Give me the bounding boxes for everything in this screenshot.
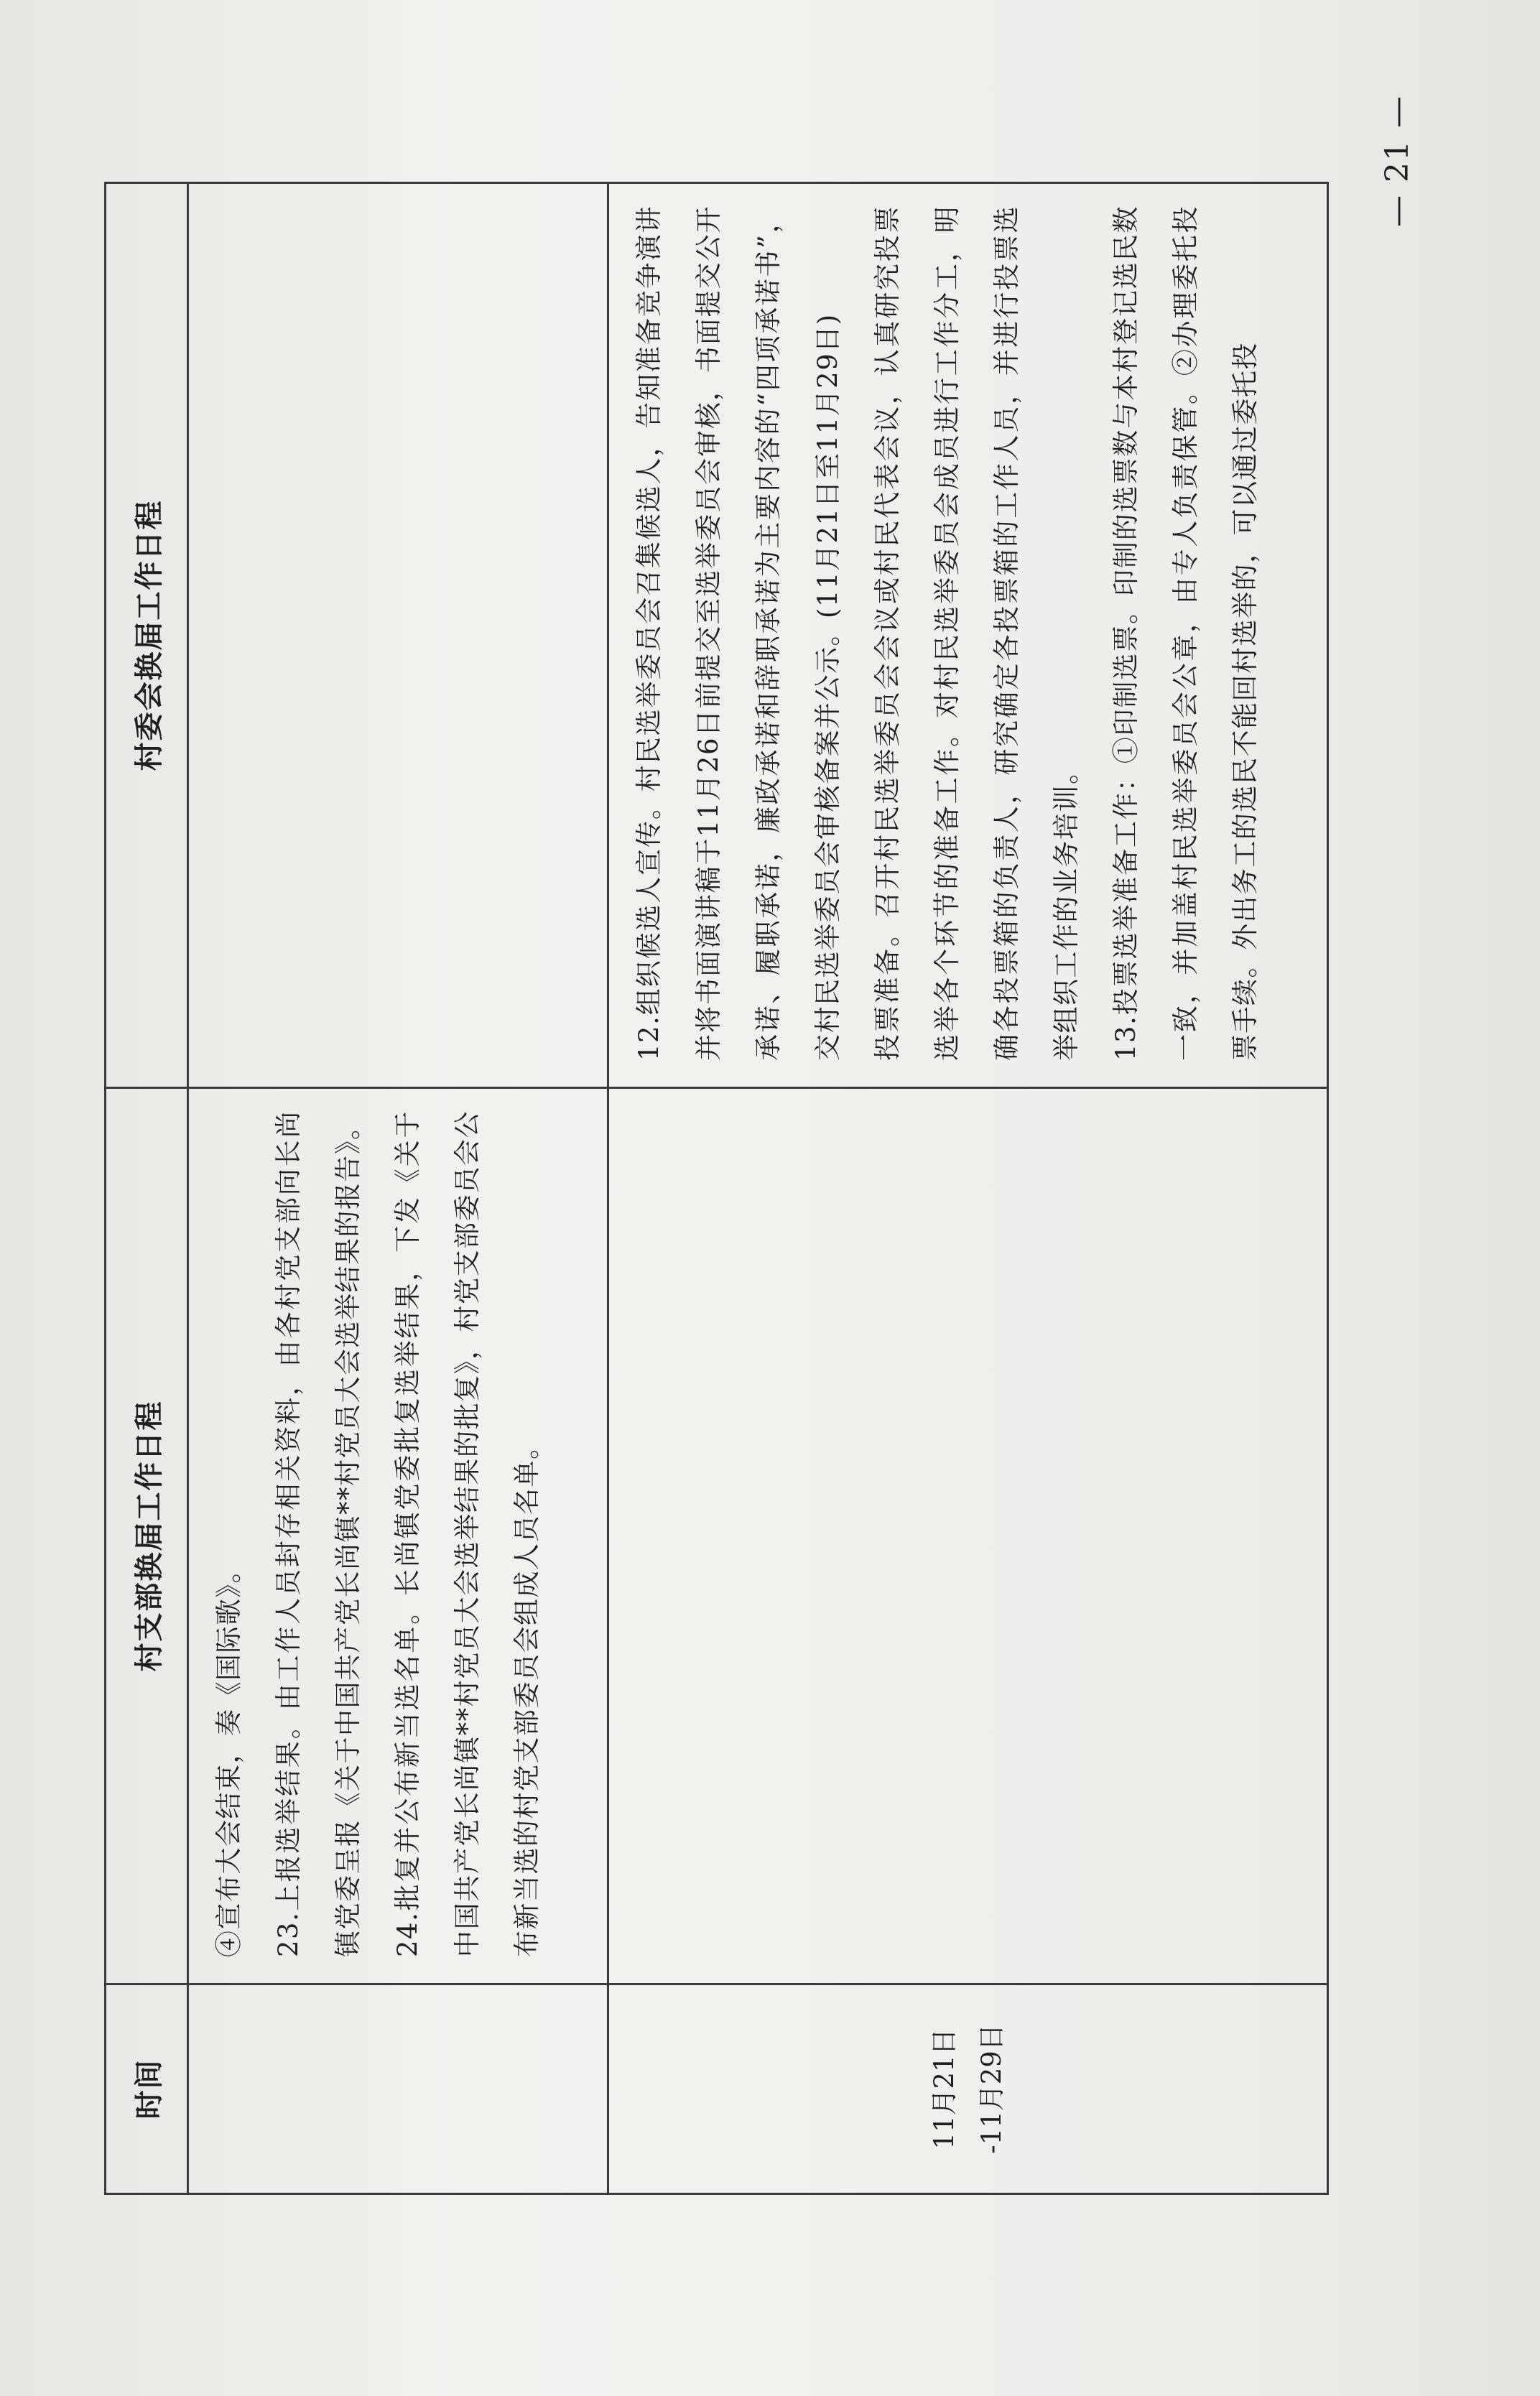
- header-committee-schedule: 村委会换届工作日程: [106, 183, 188, 1088]
- time-start: 11月21日: [928, 2028, 960, 2150]
- header-branch-schedule: 村支部换届工作日程: [106, 1088, 188, 1984]
- schedule-table: [104, 182, 1329, 2195]
- time-cell-row1: [188, 1984, 608, 2194]
- page-number: — 21 —: [1379, 95, 1416, 227]
- table-row: [608, 183, 1328, 2194]
- committee-item: 13.投票选举准备工作：①印制选票。印制的选票数与本村登记选民数一致，并加盖村民选举委员会公章，由专人负责保管。②办理委托投票手续。外出务工的选民不能回村选举的，可以通过委托投: [1110, 205, 1261, 1061]
- branch-cell-row1: [188, 1088, 608, 1984]
- header-time: 时间: [106, 1984, 188, 2194]
- branch-item: 24.批复并公布新当选名单。长尚镇党委批复选举结果，下发《关于中国共产党长尚镇**村党员大会选举结果的批复》，村党支部委员会公布新当选的村党支部委员会组成人员名单。: [392, 1110, 542, 1957]
- table-header-row: [106, 183, 188, 2194]
- committee-item: 投票准备。召开村民选举委员会会议或村民代表会议，认真研究投票选举各个环节的准备工作。对村民选举委员会成员进行工作分工，明确各投票箱的负责人，研究确定各投票箱的工作人员，并进行投票选举组织工作的业务培训。: [872, 205, 1082, 1061]
- table-row: [188, 183, 608, 2194]
- committee-cell-row2: [608, 183, 1328, 1088]
- time-end: -11月29日: [975, 2024, 1007, 2154]
- committee-cell-row1: [188, 183, 608, 1088]
- branch-cell-row2: [608, 1088, 1328, 1984]
- branch-item: 23.上报选举结果。由工作人员封存相关资料，由各村党支部向长尚镇党委呈报《关于中国共产党长尚镇**村党员大会选举结果的报告》。: [273, 1110, 363, 1957]
- time-cell-row2: [608, 1984, 1328, 2194]
- committee-item: 12.组织候选人宣传。村民选举委员会召集候选人，告知准备竞争演讲并将书面演讲稿于11月26日前提交至选举委员会审核，书面提交公开承诺、履职承诺，廉政承诺和辞职承诺为主要内容的“四项承诺书”，交村民选举委员会审核备案并公示。(11月21日至11月29日): [634, 205, 843, 1061]
- branch-item: ④宣布大会结束，奏《国际歌》。: [213, 1556, 244, 1957]
